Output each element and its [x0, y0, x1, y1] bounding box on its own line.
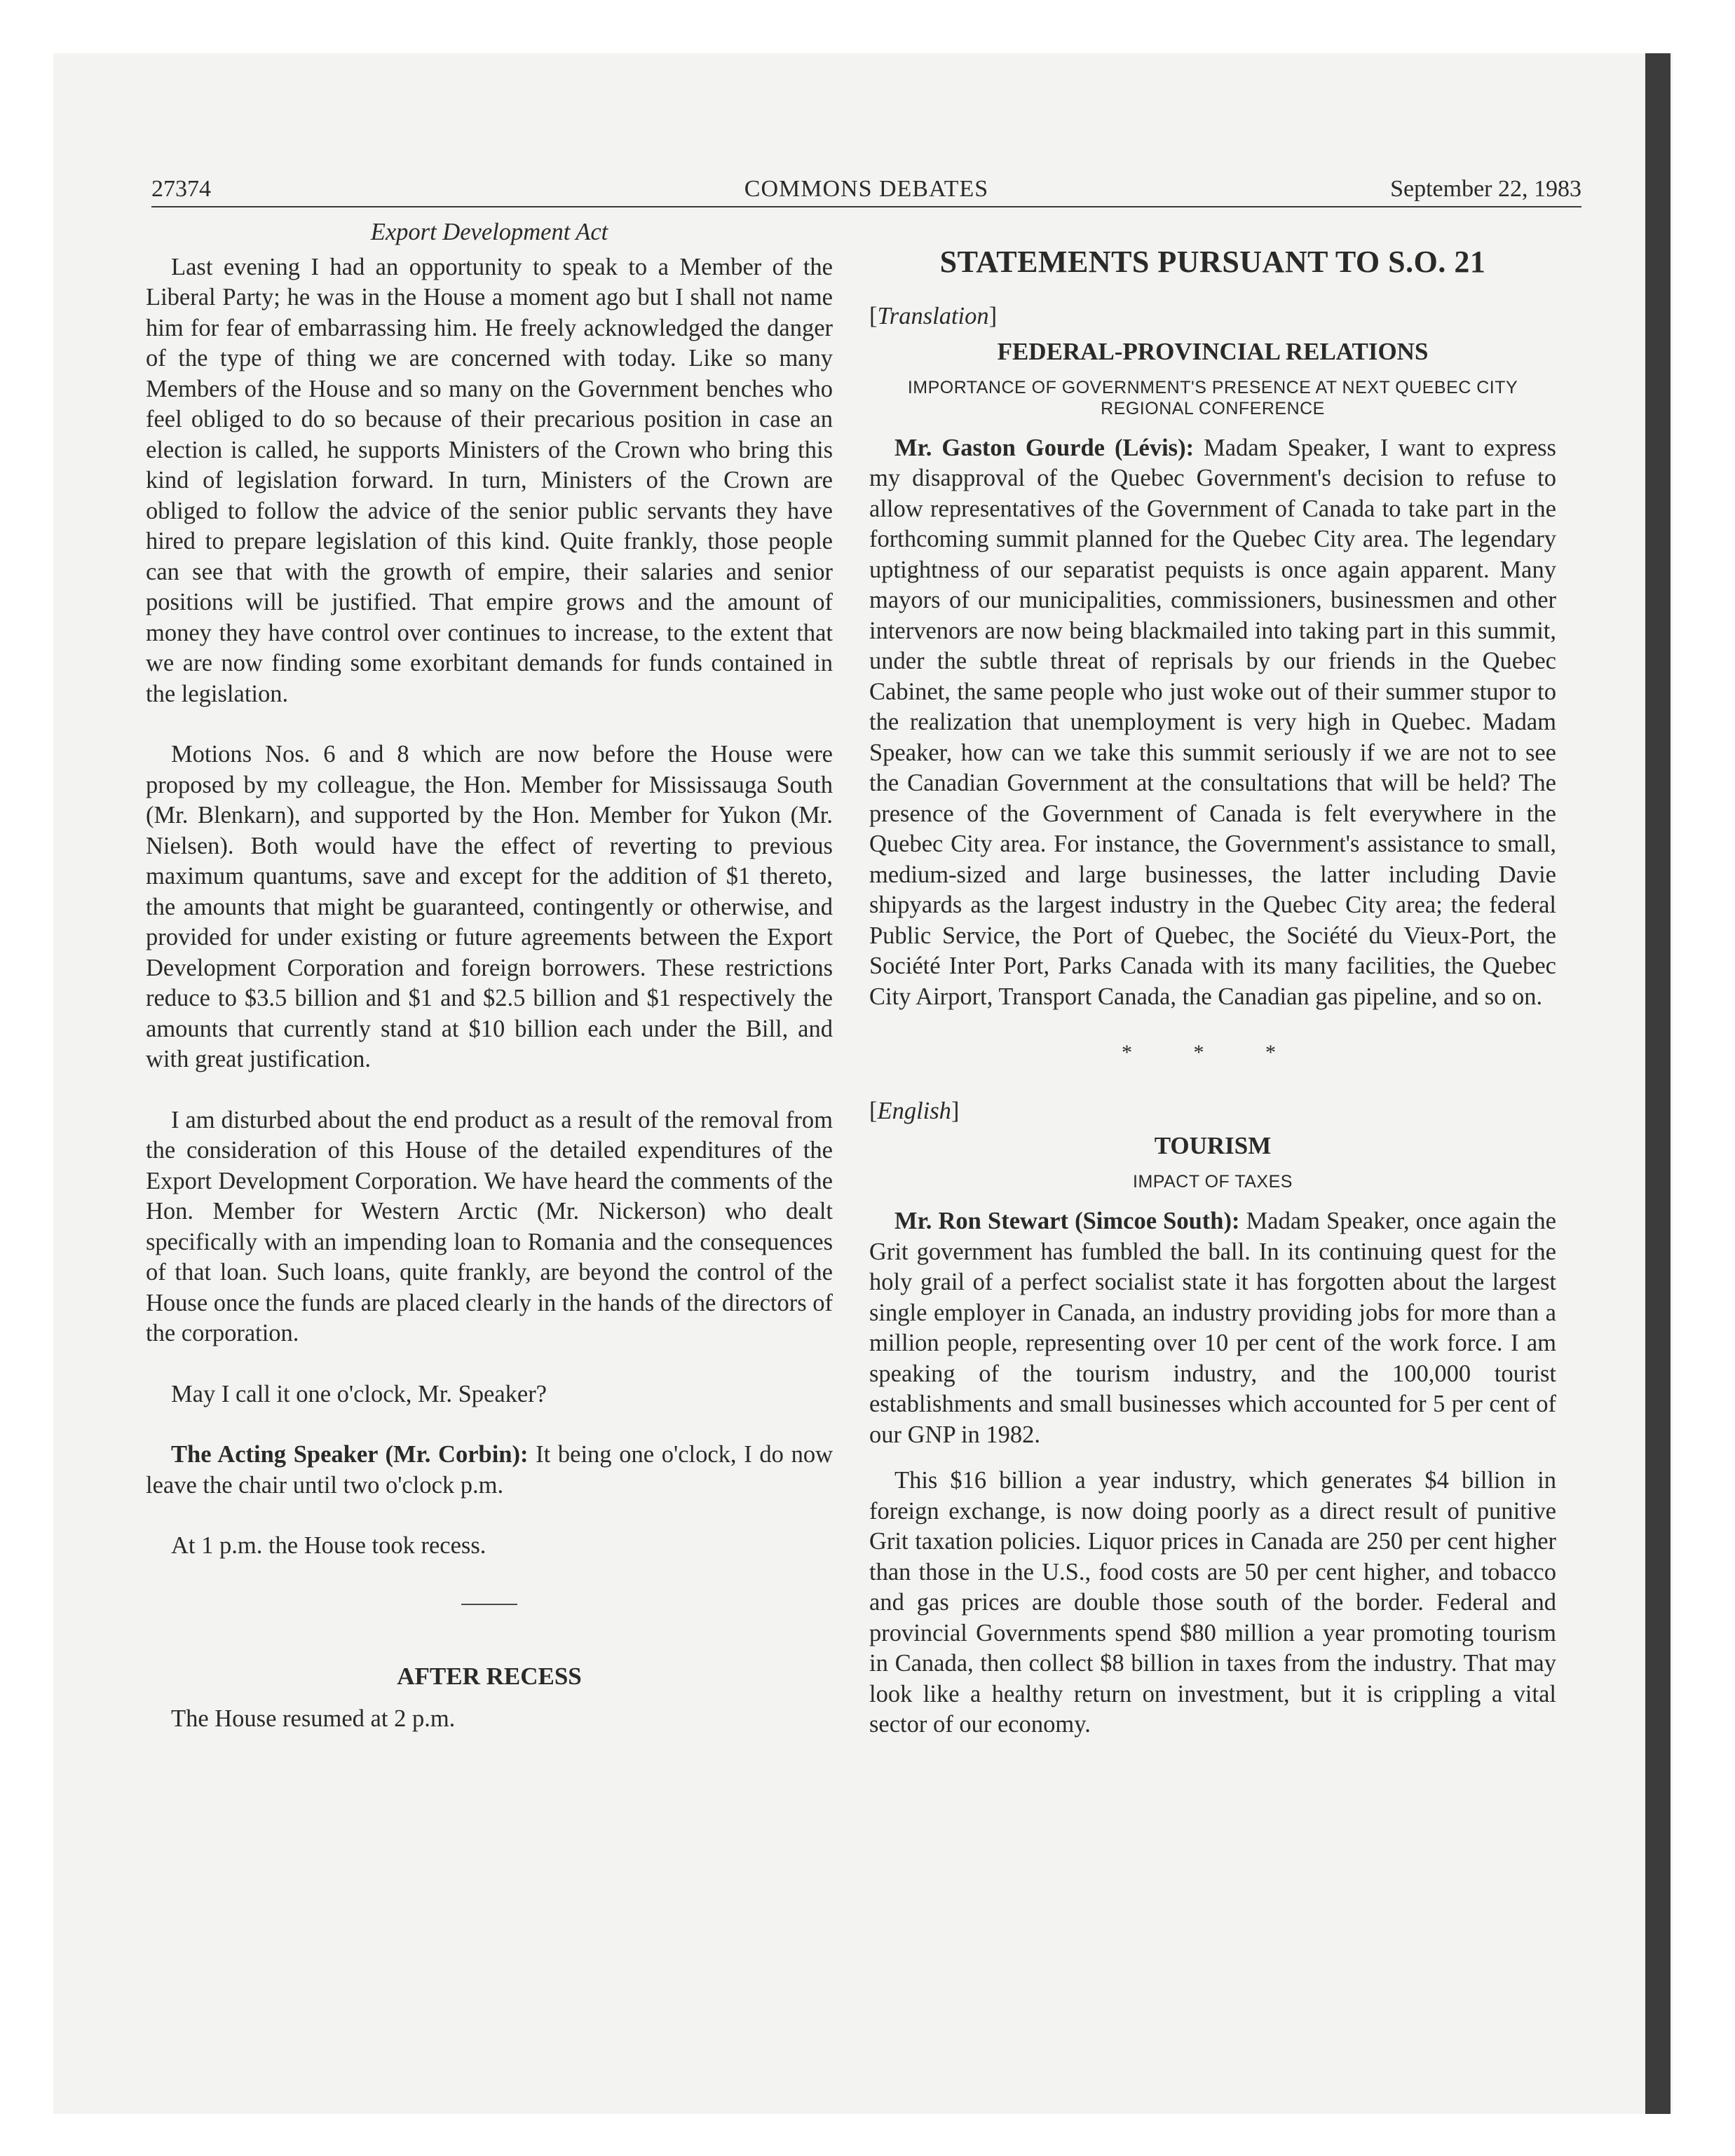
topic-heading: Export Development Act	[370, 219, 608, 245]
left-column	[146, 217, 833, 1735]
header-rule	[151, 206, 1581, 207]
paragraph: May I call it one o'clock, Mr. Speaker?	[171, 1380, 547, 1407]
paragraph: Motions Nos. 6 and 8 which are now before the House were proposed by my colleague, the Hon. Member for Mississauga South (Mr. Blenkarn), and supported by the Hon. Member for Yukon (Mr. Nielsen). Both would have the effect of reverting to previous maximum quantums, save and except for the addition of $1 thereto, the amounts that might be guaranteed, contingently or otherwise, and provided for under existing or future agreements between the Export Development Corporation and foreign borrowers. These restrictions reduce to $3.5 billion and $1 and $2.5 billion and $1 respectively the amounts that currently stand at $10 billion each under the Bill, and with great justification.	[146, 741, 833, 1072]
language-tag: [Translation]	[869, 303, 998, 329]
speaker-name: The Acting Speaker (Mr. Corbin):	[171, 1441, 529, 1468]
language-tag: [English]	[869, 1097, 960, 1124]
paragraph: The House resumed at 2 p.m.	[171, 1705, 456, 1732]
paragraph	[146, 1440, 833, 1501]
paragraph	[869, 1206, 1556, 1450]
section-divider	[461, 1604, 517, 1605]
recess-heading: AFTER RECESS	[397, 1662, 582, 1690]
speech-text: Madam Speaker, once again the Grit government has fumbled the ball. In its continuing quest for the holy grail of a perfect socialist state it has forgotten about the largest single employer in Canada, an industry providing jobs for more than a million people, representing over 10 per cent of the work force. I am speaking of the tourism industry, and the 100,000 tourist establishments and small businesses which accounted for 5 per cent of our GNP in 1982.	[869, 1208, 1556, 1448]
paragraph: Last evening I had an opportunity to speak to a Member of the Liberal Party; he was in the House a moment ago but I shall not name him for fear of embarrassing him. He freely acknowledged the danger of the type of thing we are concerned with today. Like so many Members of the House and so many on the Government benches who feel obliged to do so because of their precarious position in case an election is called, he supports Ministers of the Crown who bring this kind of legislation forward. In turn, Ministers of the Crown are obliged to follow the advice of the senior public servants they have hired to prepare legislation of this kind. Quite frankly, those people can see that with the growth of empire, their salaries and senior positions will be justified. That empire grows and the amount of money they have control over continues to increase, to the extent that we are now finding some exorbitant demands for funds contained in the legislation.	[146, 253, 833, 707]
paragraph: This $16 billion a year industry, which generates $4 billion in foreign exchange, is now doing poorly as a direct result of punitive Grit taxation policies. Liquor prices in Canada are 250 per cent higher than those in the U.S., food costs are 50 per cent higher, and tobacco and gas prices are double those south of the border. Federal and provincial Governments spend $80 million a year promoting tourism in Canada, then collect $8 billion in taxes from the industry. That may look like a healthy return on investment, but it is crippling a vital sector of our economy.	[869, 1467, 1556, 1738]
main-heading: STATEMENTS PURSUANT TO S.O. 21	[939, 245, 1486, 279]
section-heading: FEDERAL-PROVINCIAL RELATIONS	[997, 337, 1429, 365]
section-heading: TOURISM	[1154, 1132, 1272, 1159]
running-header	[151, 174, 1581, 205]
language-label: Translation	[877, 303, 989, 329]
scan-edge-shadow	[1645, 53, 1671, 2114]
paragraph	[869, 433, 1556, 1013]
speech-text: Madam Speaker, I want to express my disapproval of the Quebec Government's decision to refuse to allow representatives of the Government of Canada to take part in the forthcoming summit planned for the Quebec City area. The legendary uptightness of our separatist pequists is once again apparent. Many mayors of our municipalities, commissioners, businessmen and other intervenors are now being blackmailed into taking part in this summit, under the subtle threat of reprisals by our friends in the Quebec Cabinet, the same people who just woke out of their summer stupor to the realization that unemployment is very high in Quebec. Madam Speaker, how can we take this summit seriously if we are not to see the Canadian Government at the consultations that will be held? The presence of the Government of Canada is felt everywhere in the Quebec City area. For instance, the Government's assistance to small, medium-sized and large businesses, the latter including Davie shipyards as the largest industry in the Quebec City area; the federal Public Service, the Port of Quebec, the Société du Vieux-Port, the Société Inter Port, Parks Canada with its many facilities, the Quebec City Airport, Transport Canada, the Canadian gas pipeline, and so on.	[869, 434, 1556, 1010]
publication-title: COMMONS DEBATES	[744, 176, 989, 202]
section-subheading: IMPACT OF TAXES	[1133, 1172, 1293, 1192]
speech-text: It being one o'clock, I do now leave the chair until two o'clock p.m.	[146, 1441, 833, 1499]
speaker-name: Mr. Gaston Gourde (Lévis):	[894, 434, 1195, 461]
speaker-name: Mr. Ron Stewart (Simcoe South):	[894, 1208, 1240, 1234]
page-number: 27374	[151, 176, 211, 202]
paragraph: I am disturbed about the end product as a result of the removal from the consideration of this House of the detailed expenditures of the Export Development Corporation. We have heard the comments of the Hon. Member for Western Arctic (Mr. Nickerson) who dealt specifically with an impending loan to Romania and the consequences of that loan. Such loans, quite frankly, are beyond the control of the House once the funds are placed clearly in the hands of the directors of the corporation.	[146, 1106, 833, 1346]
language-label: English	[877, 1097, 951, 1124]
paragraph: At 1 p.m. the House took recess.	[171, 1532, 487, 1559]
right-column	[869, 217, 1556, 1740]
section-subheading: IMPORTANCE OF GOVERNMENT'S PRESENCE AT NEXT QUEBEC CITY REGIONAL CONFERENCE	[907, 377, 1518, 418]
section-separator: * * *	[1122, 1041, 1304, 1064]
page-date: September 22, 1983	[1390, 176, 1581, 202]
